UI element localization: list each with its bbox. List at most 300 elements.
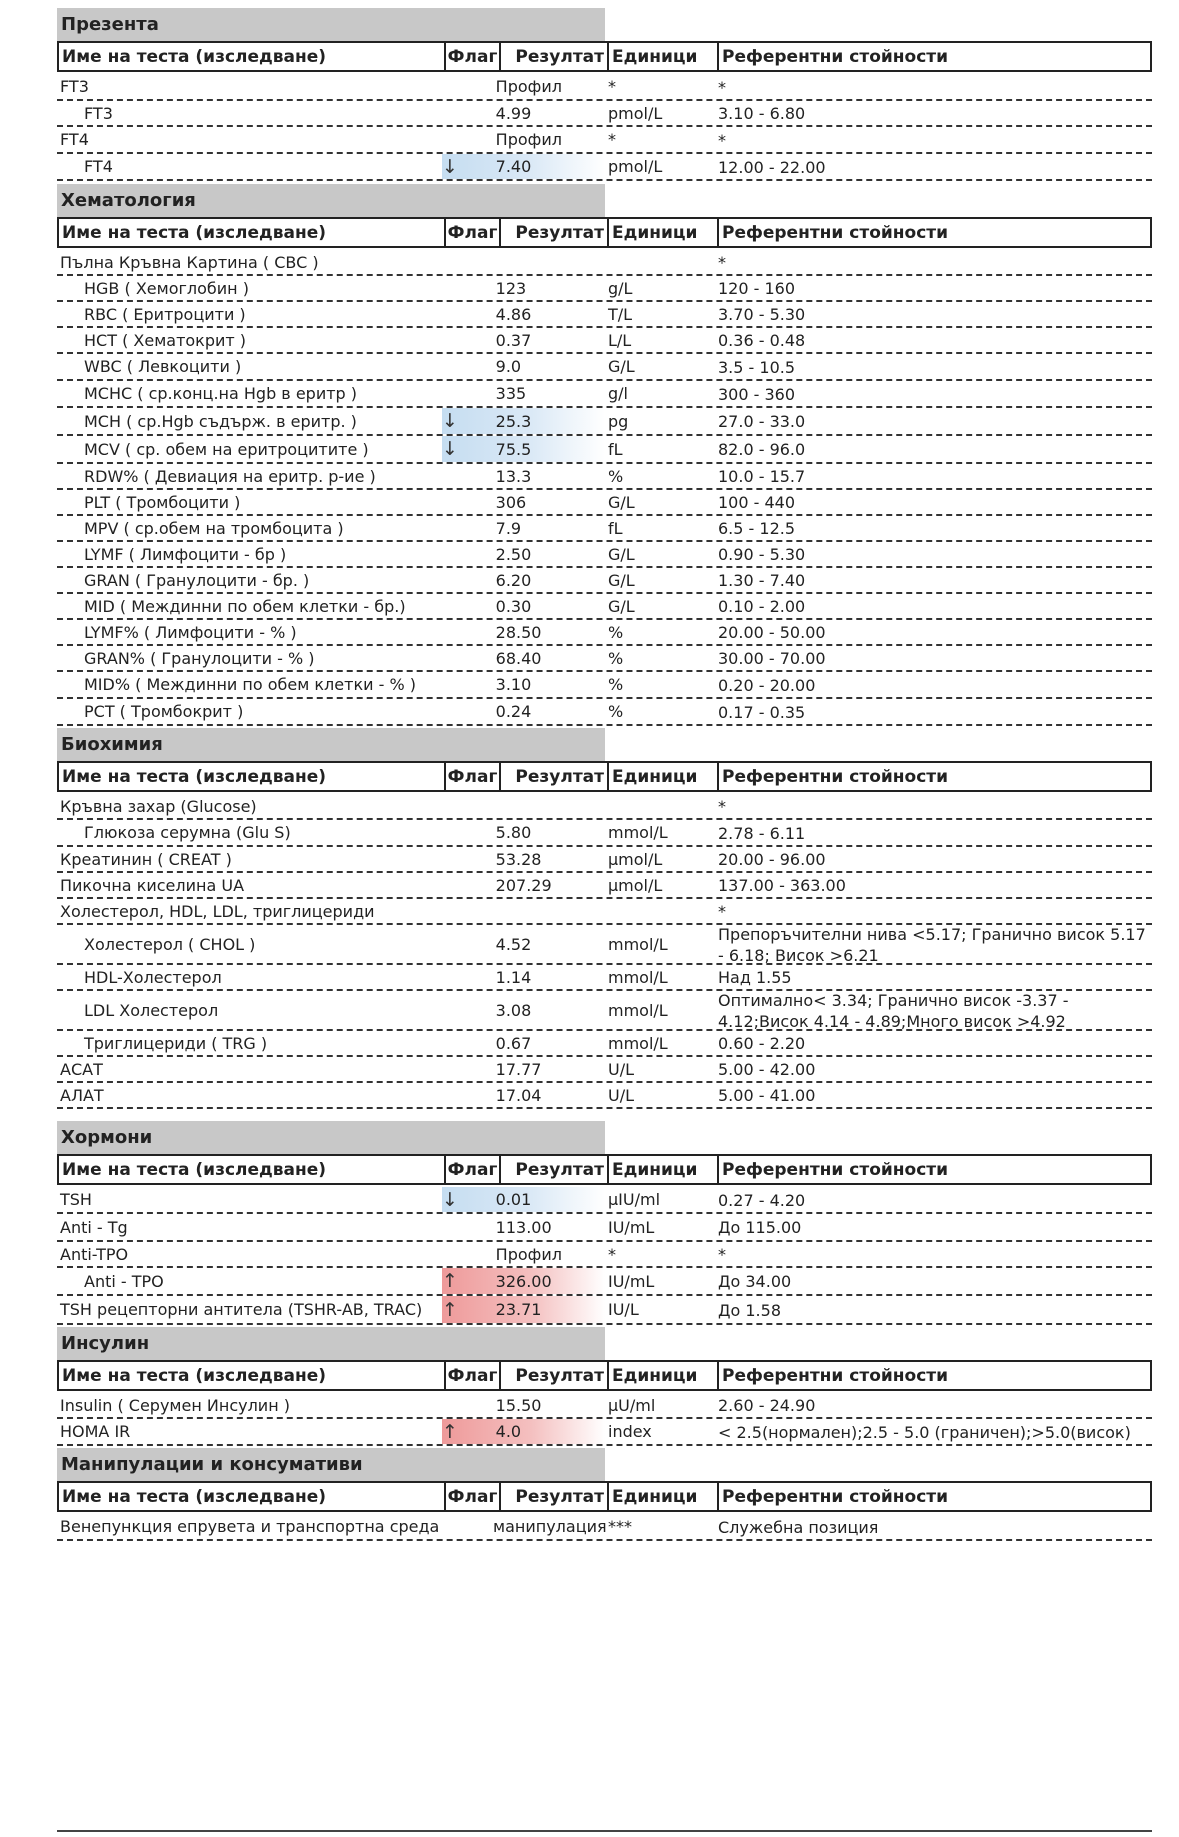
table-row bbox=[57, 873, 1152, 899]
table-header bbox=[57, 761, 1152, 792]
section-0 bbox=[57, 8, 1152, 181]
flag-result-cell bbox=[442, 154, 605, 179]
test-name: MPV ( ср.обем на тромбоцита ) bbox=[84, 518, 344, 538]
test-reference: Оптимално< 3.34; Гранично висок -3.37 - 4.12;Висок 4.14 - 4.89;Много висок >4.92 bbox=[718, 990, 1069, 1031]
test-reference: 12.00 - 22.00 bbox=[718, 157, 826, 177]
test-name: Anti - Tg bbox=[60, 1217, 128, 1237]
section-5 bbox=[57, 1448, 1152, 1541]
col-result-header: Резултат bbox=[499, 219, 607, 246]
test-result: 75.5 bbox=[495, 439, 532, 459]
test-reference: Служебна позиция bbox=[718, 1517, 879, 1537]
test-unit: pmol/L bbox=[608, 157, 663, 176]
col-ref-header: Референтни стойности bbox=[717, 43, 1150, 70]
test-reference: 6.5 - 12.5 bbox=[718, 519, 796, 538]
table-row bbox=[57, 965, 1152, 991]
col-unit-header: Единици bbox=[607, 1362, 717, 1389]
test-unit: % bbox=[608, 702, 624, 721]
test-reference: 0.27 - 4.20 bbox=[718, 1190, 806, 1210]
col-ref-header: Референтни стойности bbox=[717, 1156, 1150, 1183]
table-row bbox=[57, 568, 1152, 594]
test-unit: g/L bbox=[608, 278, 633, 298]
test-name: HOMA IR bbox=[60, 1422, 131, 1441]
test-name: TSH рецепторни антитела (TSHR-AB, TRAC) bbox=[60, 1300, 423, 1319]
test-name: GRAN% ( Гранулоцити - % ) bbox=[84, 648, 315, 668]
test-reference: До 1.58 bbox=[718, 1300, 781, 1320]
test-reference: 5.00 - 41.00 bbox=[718, 1086, 816, 1105]
test-reference: 300 - 360 bbox=[718, 384, 796, 404]
test-result: 17.77 bbox=[495, 1059, 542, 1079]
test-result: 326.00 bbox=[495, 1271, 552, 1291]
col-flag-header: Флаг bbox=[444, 43, 499, 70]
test-unit: fL bbox=[608, 518, 623, 538]
test-result: 6.20 bbox=[495, 570, 532, 590]
test-name: Кръвна захар (Glucose) bbox=[60, 796, 257, 816]
table-row bbox=[57, 328, 1152, 354]
table-row bbox=[57, 792, 1152, 820]
test-name: Венепункция епрувета и транспортна среда bbox=[60, 1517, 440, 1536]
col-unit-header: Единици bbox=[607, 763, 717, 790]
test-reference: 2.60 - 24.90 bbox=[718, 1396, 816, 1415]
col-name-header: Име на теста (изследване) bbox=[62, 1159, 327, 1180]
test-result: 53.28 bbox=[495, 849, 542, 869]
section-3 bbox=[57, 1121, 1152, 1325]
test-unit: µmol/L bbox=[608, 849, 663, 869]
col-name-header: Име на теста (изследване) bbox=[62, 1365, 327, 1386]
test-result: 335 bbox=[495, 384, 527, 403]
table-row bbox=[57, 899, 1152, 925]
test-unit: pg bbox=[608, 411, 629, 431]
table-row bbox=[57, 248, 1152, 276]
arrow-up-icon: ↑ bbox=[442, 1270, 458, 1292]
flag-result-cell bbox=[442, 1242, 605, 1266]
flag-indicator bbox=[442, 156, 496, 178]
table-header bbox=[57, 1481, 1152, 1512]
col-result-header: Резултат bbox=[499, 1156, 607, 1183]
table-row bbox=[57, 1391, 1152, 1419]
test-reference: 20.00 - 50.00 bbox=[718, 623, 826, 642]
test-name: FT4 bbox=[84, 157, 113, 176]
test-reference: Над 1.55 bbox=[718, 968, 792, 987]
test-reference: * bbox=[718, 902, 726, 921]
test-unit: index bbox=[608, 1422, 652, 1441]
flag-result-cell bbox=[442, 1031, 605, 1055]
test-name: PLT ( Тромбоцити ) bbox=[84, 492, 241, 512]
test-name: LYMF% ( Лимфоцити - % ) bbox=[84, 622, 297, 642]
flag-result-cell bbox=[442, 1296, 605, 1323]
test-reference: 0.90 - 5.30 bbox=[718, 545, 806, 564]
test-result: 28.50 bbox=[495, 622, 542, 642]
test-reference: 30.00 - 70.00 bbox=[718, 649, 826, 668]
flag-result-cell bbox=[442, 1419, 605, 1444]
test-reference: 0.60 - 2.20 bbox=[718, 1034, 806, 1053]
test-result: 0.67 bbox=[495, 1033, 532, 1053]
table-row bbox=[57, 542, 1152, 568]
flag-result-cell bbox=[442, 794, 605, 818]
col-name-header: Име на теста (изследване) bbox=[62, 1486, 327, 1507]
test-unit: T/L bbox=[608, 304, 633, 324]
flag-result-cell bbox=[442, 899, 605, 923]
test-reference: Препоръчителни нива <5.17; Гранично висок 5.17 - 6.18; Висок >6.21 bbox=[718, 924, 1146, 965]
test-name: FT3 bbox=[84, 103, 113, 123]
test-name: FT4 bbox=[60, 130, 89, 149]
col-name-header: Име на теста (изследване) bbox=[62, 46, 327, 67]
table-row bbox=[57, 1083, 1152, 1109]
test-unit bbox=[605, 794, 715, 818]
test-unit: mmol/L bbox=[608, 967, 668, 987]
table-row bbox=[57, 1512, 1152, 1541]
col-flag-header: Флаг bbox=[444, 1483, 499, 1510]
table-row bbox=[57, 620, 1152, 646]
test-unit: % bbox=[608, 648, 624, 668]
flag-result-cell bbox=[442, 965, 605, 989]
test-unit: fL bbox=[608, 439, 623, 459]
section-title: Хематология bbox=[57, 184, 605, 217]
test-unit: G/L bbox=[608, 570, 635, 590]
test-name: HGB ( Хемоглобин ) bbox=[84, 278, 249, 298]
test-result: 0.24 bbox=[495, 702, 532, 721]
col-result-header: Резултат bbox=[499, 43, 607, 70]
flag-indicator bbox=[442, 410, 496, 432]
arrow-down-icon: ↓ bbox=[442, 1188, 458, 1211]
table-header bbox=[57, 1154, 1152, 1185]
test-result: 113.00 bbox=[495, 1217, 552, 1237]
test-unit bbox=[605, 899, 715, 923]
flag-result-cell bbox=[442, 1057, 605, 1081]
arrow-up-icon: ↑ bbox=[442, 1298, 458, 1321]
table-row bbox=[57, 490, 1152, 516]
test-unit: µU/ml bbox=[608, 1395, 656, 1415]
test-name: АЛАТ bbox=[60, 1085, 104, 1105]
flag-indicator bbox=[442, 438, 496, 460]
test-name: MCV ( ср. обем на еритроцитите ) bbox=[84, 439, 369, 459]
table-header bbox=[57, 41, 1152, 72]
test-name: АСАТ bbox=[60, 1059, 103, 1079]
test-reference: 2.78 - 6.11 bbox=[718, 823, 806, 843]
col-unit-header: Единици bbox=[607, 1483, 717, 1510]
section-title: Хормони bbox=[57, 1121, 605, 1154]
col-result-header: Резултат bbox=[499, 1483, 607, 1510]
table-row bbox=[57, 672, 1152, 699]
test-name: Триглицериди ( TRG ) bbox=[84, 1033, 268, 1053]
test-reference: 10.0 - 15.7 bbox=[718, 467, 806, 486]
arrow-down-icon: ↓ bbox=[442, 438, 458, 460]
test-reference: 137.00 - 363.00 bbox=[718, 876, 846, 895]
test-unit: * bbox=[608, 77, 616, 96]
test-result: 4.86 bbox=[495, 304, 532, 324]
table-row bbox=[57, 1242, 1152, 1268]
test-result: 7.40 bbox=[495, 157, 532, 176]
test-reference: < 2.5(нормален);2.5 - 5.0 (граничен);>5.0(висок) bbox=[718, 1422, 1131, 1442]
test-name: Insulin ( Серумен Инсулин ) bbox=[60, 1395, 290, 1415]
flag-indicator bbox=[442, 1299, 496, 1321]
table-row bbox=[57, 72, 1152, 101]
test-name: HCT ( Хематокрит ) bbox=[84, 330, 247, 350]
test-name: Anti-TPO bbox=[60, 1244, 129, 1264]
flag-result-cell bbox=[442, 873, 605, 897]
table-row bbox=[57, 464, 1152, 490]
col-ref-header: Референтни стойности bbox=[717, 219, 1150, 246]
test-result: Профил bbox=[495, 130, 562, 149]
flag-result-cell bbox=[442, 74, 605, 99]
section-title: Инсулин bbox=[57, 1327, 605, 1360]
flag-result-cell bbox=[442, 408, 605, 434]
table-row bbox=[57, 594, 1152, 620]
test-result: Профил bbox=[495, 1244, 562, 1264]
section-title: Манипулации и консумативи bbox=[57, 1448, 605, 1481]
flag-result-cell bbox=[442, 1187, 605, 1212]
col-ref-header: Референтни стойности bbox=[717, 763, 1150, 790]
test-unit: mmol/L bbox=[608, 934, 668, 954]
table-row bbox=[57, 101, 1152, 127]
test-unit: G/L bbox=[608, 544, 635, 564]
test-reference: * bbox=[718, 1245, 726, 1264]
flag-result-cell bbox=[442, 328, 605, 352]
arrow-up-icon: ↑ bbox=[442, 1420, 458, 1443]
test-result: 1.14 bbox=[495, 967, 532, 987]
table-row bbox=[57, 381, 1152, 408]
test-reference: * bbox=[718, 797, 726, 816]
test-name: Anti - TPO bbox=[84, 1271, 164, 1291]
table-row bbox=[57, 925, 1152, 965]
table-row bbox=[57, 991, 1152, 1031]
table-row bbox=[57, 127, 1152, 154]
test-unit: mmol/L bbox=[608, 823, 668, 842]
test-reference: * bbox=[718, 130, 726, 150]
flag-result-cell bbox=[442, 1083, 605, 1107]
flag-result-cell bbox=[442, 250, 605, 274]
col-ref-header: Референтни стойности bbox=[717, 1483, 1150, 1510]
test-unit: U/L bbox=[608, 1085, 635, 1105]
col-flag-header: Флаг bbox=[444, 763, 499, 790]
test-result: 4.52 bbox=[495, 934, 532, 954]
flag-result-cell bbox=[442, 672, 605, 697]
test-reference: 3.10 - 6.80 bbox=[718, 104, 806, 123]
table-header bbox=[57, 1360, 1152, 1391]
test-unit: G/L bbox=[608, 357, 635, 376]
test-reference: 1.30 - 7.40 bbox=[718, 571, 806, 590]
flag-result-cell bbox=[442, 991, 605, 1029]
test-result: 2.50 bbox=[495, 544, 532, 564]
test-reference: * bbox=[718, 253, 726, 272]
test-reference: До 34.00 bbox=[718, 1272, 792, 1291]
test-unit: * bbox=[608, 1244, 616, 1264]
test-name: TSH bbox=[60, 1190, 92, 1209]
test-name: Холестерол ( CHOL ) bbox=[84, 934, 256, 954]
table-row bbox=[57, 1296, 1152, 1325]
test-unit: G/L bbox=[608, 492, 635, 512]
table-row bbox=[57, 408, 1152, 436]
test-unit: L/L bbox=[608, 330, 632, 350]
test-name: Холестерол, HDL, LDL, триглицериди bbox=[60, 901, 375, 921]
test-name: LDL Холестерол bbox=[84, 1000, 219, 1020]
test-reference: До 115.00 bbox=[718, 1218, 802, 1237]
test-name: LYMF ( Лимфоцити - бр ) bbox=[84, 544, 287, 564]
flag-result-cell bbox=[442, 464, 605, 488]
test-result: 68.40 bbox=[495, 648, 542, 668]
test-reference: 82.0 - 96.0 bbox=[718, 440, 806, 459]
test-result: манипулация bbox=[493, 1517, 607, 1536]
col-flag-header: Флаг bbox=[444, 1156, 499, 1183]
section-2 bbox=[57, 728, 1152, 1109]
test-reference: 0.36 - 0.48 bbox=[718, 331, 806, 350]
test-unit: IU/L bbox=[608, 1300, 639, 1319]
test-reference: 0.17 - 0.35 bbox=[718, 702, 806, 722]
arrow-down-icon: ↓ bbox=[442, 410, 458, 432]
table-row bbox=[57, 847, 1152, 873]
test-result: Профил bbox=[495, 77, 562, 96]
test-reference: 100 - 440 bbox=[718, 493, 796, 512]
test-name: GRAN ( Гранулоцити - бр. ) bbox=[84, 570, 310, 590]
test-reference: 3.70 - 5.30 bbox=[718, 305, 806, 324]
test-unit: pmol/L bbox=[608, 103, 663, 123]
table-row bbox=[57, 436, 1152, 464]
test-result: 23.71 bbox=[495, 1300, 542, 1319]
col-result-header: Резултат bbox=[499, 763, 607, 790]
flag-indicator bbox=[442, 1421, 496, 1443]
col-unit-header: Единици bbox=[607, 1156, 717, 1183]
test-result: 17.04 bbox=[495, 1085, 542, 1105]
table-row bbox=[57, 354, 1152, 381]
col-flag-header: Флаг bbox=[444, 219, 499, 246]
flag-result-cell bbox=[442, 1393, 605, 1417]
test-result: 0.37 bbox=[495, 330, 532, 350]
flag-result-cell bbox=[442, 699, 605, 724]
flag-result-cell bbox=[442, 101, 605, 125]
test-result: 3.10 bbox=[495, 675, 532, 694]
table-row bbox=[57, 699, 1152, 726]
flag-result-cell bbox=[442, 1214, 605, 1240]
table-row bbox=[57, 1214, 1152, 1242]
test-name: MCHC ( ср.конц.на Hgb в еритр ) bbox=[84, 384, 358, 403]
table-row bbox=[57, 1057, 1152, 1083]
section-title: Биохимия bbox=[57, 728, 605, 761]
table-header bbox=[57, 217, 1152, 248]
flag-result-cell bbox=[442, 1268, 605, 1294]
flag-result-cell bbox=[442, 1514, 605, 1539]
test-result: 0.30 bbox=[495, 596, 532, 616]
test-reference: 3.5 - 10.5 bbox=[718, 357, 796, 377]
col-ref-header: Референтни стойности bbox=[717, 1362, 1150, 1389]
test-name: PCT ( Тромбокрит ) bbox=[84, 702, 244, 721]
flag-result-cell bbox=[442, 302, 605, 326]
test-result: 3.08 bbox=[495, 1000, 532, 1020]
flag-result-cell bbox=[442, 381, 605, 406]
test-unit: U/L bbox=[608, 1059, 635, 1079]
test-result: 4.99 bbox=[495, 103, 532, 123]
test-unit: *** bbox=[608, 1517, 632, 1536]
flag-result-cell bbox=[442, 568, 605, 592]
test-result: 15.50 bbox=[495, 1395, 542, 1415]
col-flag-header: Флаг bbox=[444, 1362, 499, 1389]
test-name: HDL-Холестерол bbox=[84, 967, 222, 987]
test-unit: IU/mL bbox=[608, 1271, 655, 1291]
flag-result-cell bbox=[442, 542, 605, 566]
test-result: 25.3 bbox=[495, 411, 532, 431]
table-row bbox=[57, 1031, 1152, 1057]
test-unit: µmol/L bbox=[608, 875, 663, 895]
test-result: 0.01 bbox=[495, 1190, 532, 1209]
test-name: MCH ( ср.Hgb съдърж. в еритр. ) bbox=[84, 411, 357, 431]
flag-result-cell bbox=[442, 436, 605, 462]
test-unit: % bbox=[608, 466, 624, 486]
footer-divider bbox=[57, 1830, 1152, 1832]
table-row bbox=[57, 154, 1152, 181]
test-result: 13.3 bbox=[495, 466, 532, 486]
table-row bbox=[57, 302, 1152, 328]
col-name-header: Име на теста (изследване) bbox=[62, 222, 327, 243]
test-result: 207.29 bbox=[495, 875, 552, 895]
table-row bbox=[57, 1268, 1152, 1296]
flag-result-cell bbox=[442, 594, 605, 618]
table-row bbox=[57, 516, 1152, 542]
test-reference: 0.10 - 2.00 bbox=[718, 597, 806, 616]
flag-indicator bbox=[442, 1189, 496, 1211]
flag-result-cell bbox=[442, 490, 605, 514]
flag-result-cell bbox=[442, 620, 605, 644]
flag-result-cell bbox=[442, 925, 605, 963]
test-reference: 5.00 - 42.00 bbox=[718, 1060, 816, 1079]
test-reference: 20.00 - 96.00 bbox=[718, 850, 826, 869]
flag-result-cell bbox=[442, 820, 605, 845]
section-4 bbox=[57, 1327, 1152, 1446]
table-row bbox=[57, 646, 1152, 672]
test-name: Креатинин ( CREAT ) bbox=[60, 849, 232, 869]
test-unit: mmol/L bbox=[608, 1000, 668, 1020]
test-result: 5.80 bbox=[495, 823, 532, 842]
test-name: RDW% ( Девиация на еритр. р-ие ) bbox=[84, 466, 376, 486]
flag-result-cell bbox=[442, 516, 605, 540]
test-unit: IU/mL bbox=[608, 1217, 655, 1237]
table-row bbox=[57, 820, 1152, 847]
test-reference: * bbox=[718, 77, 726, 97]
col-unit-header: Единици bbox=[607, 219, 717, 246]
test-name: MID ( Междинни по обем клетки - бр.) bbox=[84, 596, 406, 616]
test-unit: g/l bbox=[608, 384, 628, 403]
section-1 bbox=[57, 184, 1152, 726]
test-reference: 0.20 - 20.00 bbox=[718, 675, 816, 695]
flag-result-cell bbox=[442, 276, 605, 300]
col-result-header: Резултат bbox=[499, 1362, 607, 1389]
test-result: 9.0 bbox=[495, 357, 522, 376]
test-name: Пълна Кръвна Картина ( CBC ) bbox=[60, 252, 319, 272]
flag-result-cell bbox=[442, 847, 605, 871]
table-row bbox=[57, 276, 1152, 302]
test-reference: 27.0 - 33.0 bbox=[718, 412, 806, 431]
table-row bbox=[57, 1419, 1152, 1446]
arrow-down-icon: ↓ bbox=[442, 155, 458, 178]
test-result: 123 bbox=[495, 278, 527, 298]
test-name: Пикочна киселина UA bbox=[60, 875, 245, 895]
flag-result-cell bbox=[442, 127, 605, 152]
test-unit: * bbox=[608, 130, 616, 149]
test-unit: % bbox=[608, 622, 624, 642]
test-name: Глюкоза серумна (Glu S) bbox=[84, 823, 291, 842]
table-row bbox=[57, 1185, 1152, 1214]
test-result: 4.0 bbox=[495, 1422, 522, 1441]
test-unit: mmol/L bbox=[608, 1033, 668, 1053]
flag-result-cell bbox=[442, 646, 605, 670]
test-result: 7.9 bbox=[495, 518, 522, 538]
test-name: FT3 bbox=[60, 77, 89, 96]
col-name-header: Име на теста (изследване) bbox=[62, 766, 327, 787]
col-unit-header: Единици bbox=[607, 43, 717, 70]
test-unit bbox=[605, 250, 715, 274]
test-reference: 120 - 160 bbox=[718, 279, 796, 298]
test-result: 306 bbox=[495, 492, 527, 512]
flag-result-cell bbox=[442, 354, 605, 379]
flag-indicator bbox=[442, 1270, 496, 1292]
test-name: WBC ( Левкоцити ) bbox=[84, 357, 242, 376]
